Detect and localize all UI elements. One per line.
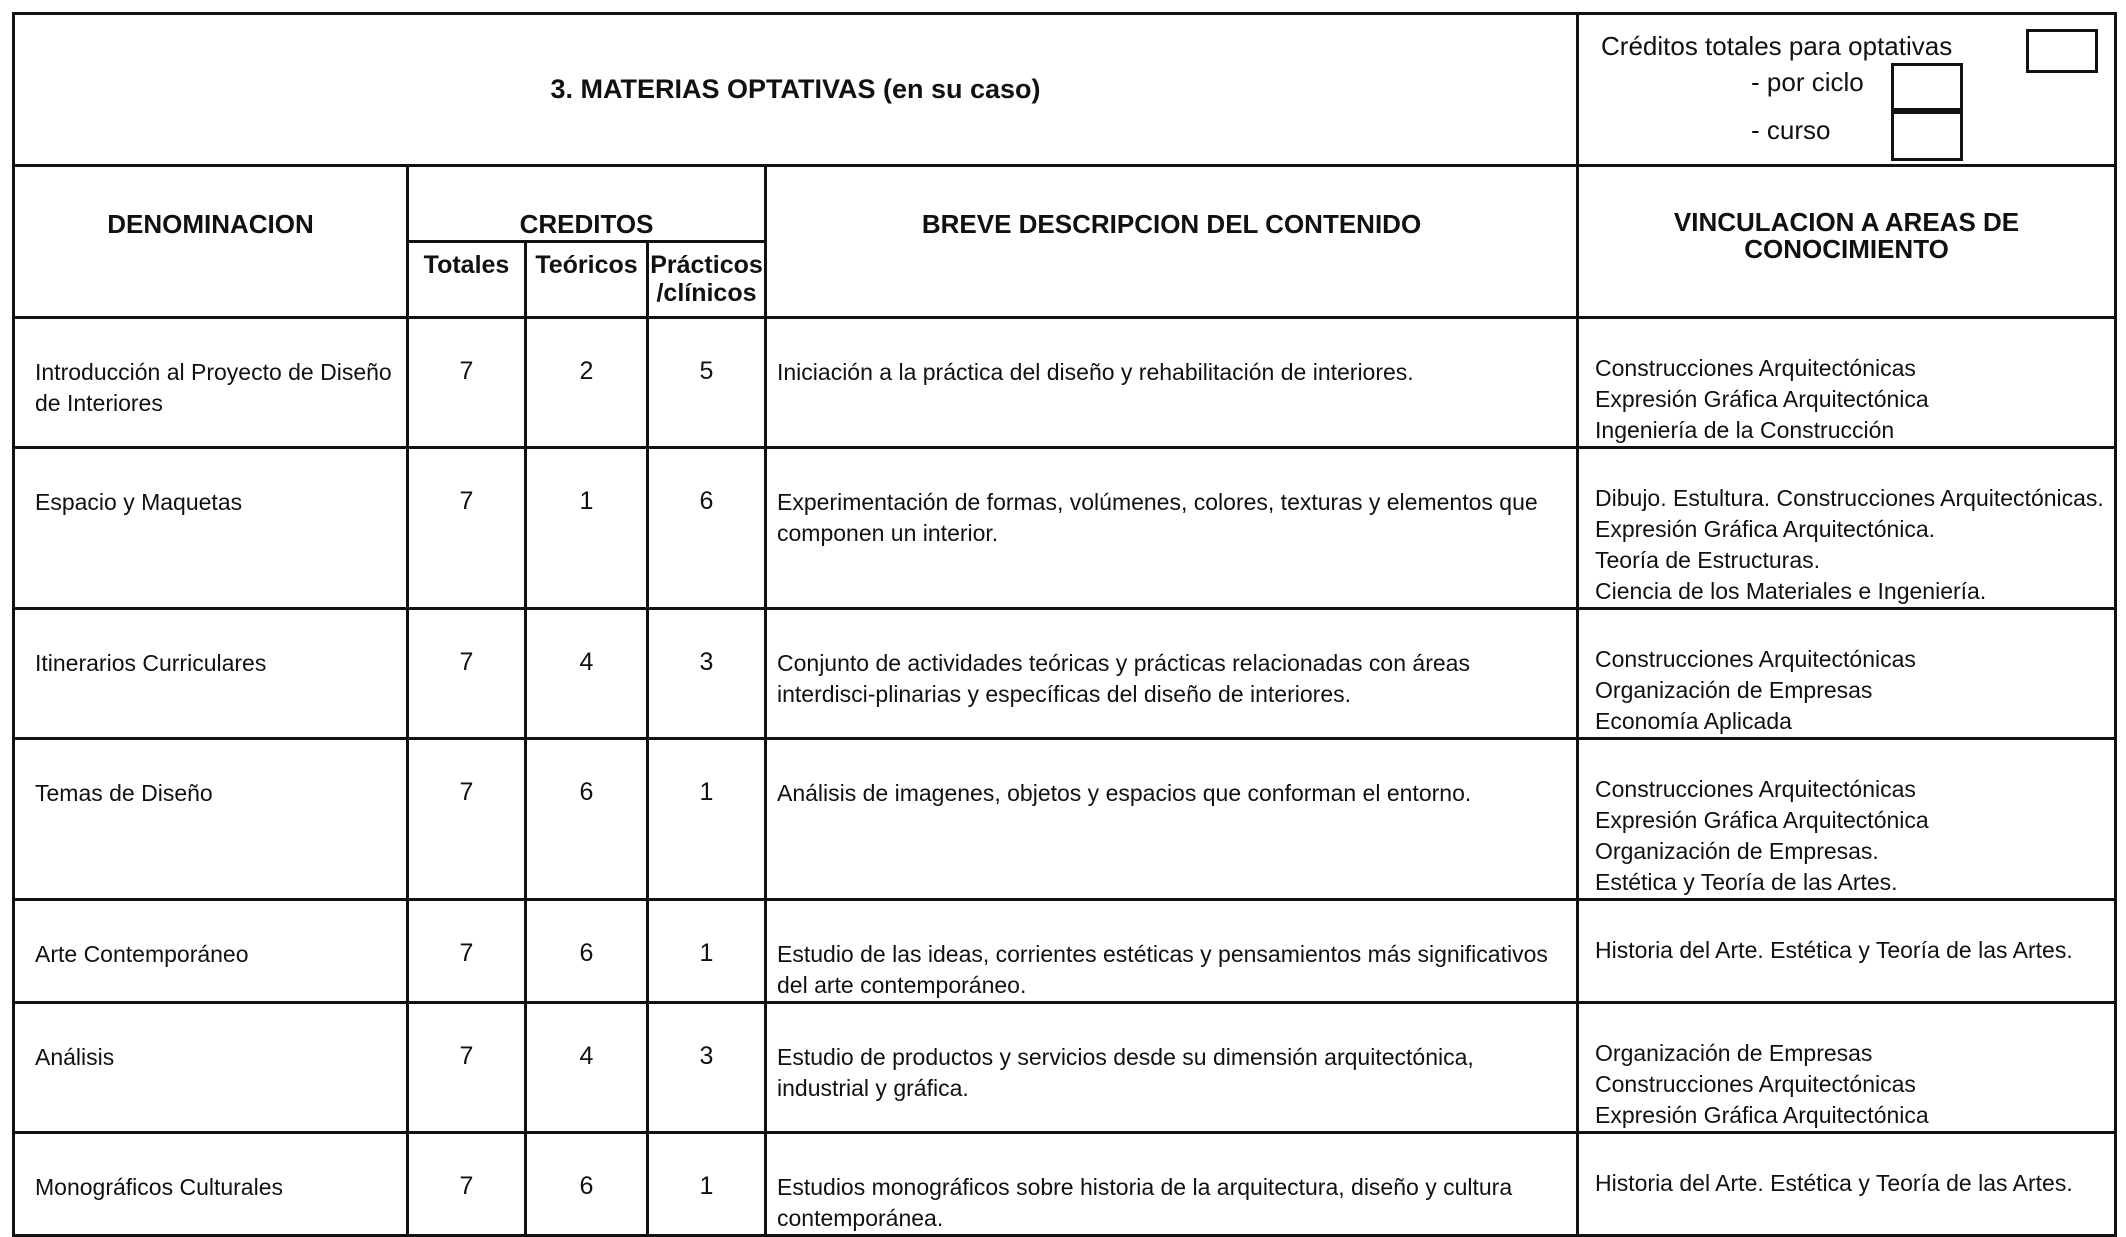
area-item: Teoría de Estructuras. [1595,547,1821,573]
area-item: Organización de Empresas [1595,1040,1873,1066]
row-denominacion: Monográficos Culturales [14,1133,408,1236]
creditos-optativas-panel [1578,14,2116,166]
area-item: Estética y Teoría de las Artes. [1595,869,1898,895]
practicos-header-line1: Prácticos [650,251,763,279]
row-descripcion: Estudio de productos y servicios desde su dimensión arquitectónica, industrial y gráfica. [766,1003,1578,1133]
row-creditos-teoricos: 2 [526,318,648,448]
row-denominacion: Temas de Diseño [14,739,408,900]
row-denominacion: Análisis [14,1003,408,1133]
table-row [14,609,2116,739]
totales-header: Totales [408,242,526,318]
row-areas-conocimiento [1578,900,2116,1003]
creditos-totales-box[interactable] [2026,29,2098,73]
area-item: Expresión Gráfica Arquitectónica. [1595,516,1936,542]
row-creditos-practicos: 5 [648,318,766,448]
area-item: Organización de Empresas [1595,677,1873,703]
curso-box[interactable] [1891,111,1963,161]
table-row [14,1003,2116,1133]
row-areas-conocimiento [1578,1003,2116,1133]
row-creditos-practicos: 3 [648,609,766,739]
area-item: Ciencia de los Materiales e Ingeniería. [1595,578,1987,604]
row-creditos-teoricos: 4 [526,1003,648,1133]
row-creditos-teoricos: 4 [526,609,648,739]
vinculacion-header-line1: VINCULACION A AREAS DE [1673,207,2020,237]
practicos-header [648,242,766,318]
area-item: Expresión Gráfica Arquitectónica [1595,1102,1929,1128]
table-row [14,318,2116,448]
por-ciclo-label: - por ciclo [1751,67,1864,97]
row-descripcion: Iniciación a la práctica del diseño y rehabilitación de interiores. [766,318,1578,448]
vinculacion-header-line2: CONOCIMIENTO [1744,234,1949,264]
header-row-1 [14,166,2116,242]
creditos-header: CREDITOS [408,166,766,242]
denominacion-header: DENOMINACION [14,166,408,318]
area-item: Organización de Empresas. [1595,838,1879,864]
curso-label: - curso [1751,115,1831,145]
row-areas-conocimiento [1578,609,2116,739]
row-creditos-practicos: 1 [648,1133,766,1236]
area-item: Expresión Gráfica Arquitectónica [1595,386,1929,412]
area-item: Construcciones Arquitectónicas [1595,776,1916,802]
row-descripcion: Experimentación de formas, volúmenes, colores, texturas y elementos que componen un interior. [766,448,1578,609]
row-creditos-totales: 7 [408,1003,526,1133]
row-creditos-totales: 7 [408,448,526,609]
area-item: Construcciones Arquitectónicas [1595,1071,1916,1097]
row-creditos-teoricos: 6 [526,1133,648,1236]
por-ciclo-box[interactable] [1891,63,1963,111]
row-areas-conocimiento [1578,448,2116,609]
section-title: 3. MATERIAS OPTATIVAS (en su caso) [14,14,1578,166]
row-creditos-totales: 7 [408,318,526,448]
row-creditos-totales: 7 [408,609,526,739]
table-row [14,448,2116,609]
table-row [14,1133,2116,1236]
optativas-table [12,12,2117,1237]
area-item: Historia del Arte. Estética y Teoría de las Artes. [1595,1170,2073,1196]
area-item: Construcciones Arquitectónicas [1595,646,1916,672]
row-areas-conocimiento [1578,739,2116,900]
area-item: Historia del Arte. Estética y Teoría de las Artes. [1595,937,2073,963]
row-creditos-practicos: 6 [648,448,766,609]
row-creditos-practicos: 1 [648,739,766,900]
row-descripcion: Análisis de imagenes, objetos y espacios que conforman el entorno. [766,739,1578,900]
row-creditos-teoricos: 6 [526,739,648,900]
row-denominacion: Itinerarios Curriculares [14,609,408,739]
row-descripcion: Conjunto de actividades teóricas y prácticas relacionadas con áreas interdisci-plinarias y específicas del diseño de interiores. [766,609,1578,739]
title-row [14,14,2116,166]
practicos-header-line2: /clínicos [656,279,757,307]
row-creditos-totales: 7 [408,739,526,900]
teoricos-header: Teóricos [526,242,648,318]
vinculacion-header [1578,166,2116,318]
row-creditos-totales: 7 [408,1133,526,1236]
row-creditos-practicos: 1 [648,900,766,1003]
creditos-totales-label: Créditos totales para optativas [1601,31,1953,61]
row-areas-conocimiento [1578,1133,2116,1236]
row-denominacion: Introducción al Proyecto de Diseño de Interiores [14,318,408,448]
row-descripcion: Estudio de las ideas, corrientes estéticas y pensamientos más significativos del arte contemporáneo. [766,900,1578,1003]
area-item: Ingeniería de la Construcción [1595,417,1895,443]
row-descripcion: Estudios monográficos sobre historia de la arquitectura, diseño y cultura contemporánea. [766,1133,1578,1236]
area-item: Construcciones Arquitectónicas [1595,355,1916,381]
row-creditos-teoricos: 1 [526,448,648,609]
row-creditos-practicos: 3 [648,1003,766,1133]
area-item: Economía Aplicada [1595,708,1792,734]
row-denominacion: Arte Contemporáneo [14,900,408,1003]
table-row [14,739,2116,900]
area-item: Dibujo. Estultura. Construcciones Arquitectónicas. [1595,485,2104,511]
row-creditos-totales: 7 [408,900,526,1003]
table-row [14,900,2116,1003]
row-denominacion: Espacio y Maquetas [14,448,408,609]
row-creditos-teoricos: 6 [526,900,648,1003]
area-item: Expresión Gráfica Arquitectónica [1595,807,1929,833]
row-areas-conocimiento [1578,318,2116,448]
descripcion-header: BREVE DESCRIPCION DEL CONTENIDO [766,166,1578,318]
